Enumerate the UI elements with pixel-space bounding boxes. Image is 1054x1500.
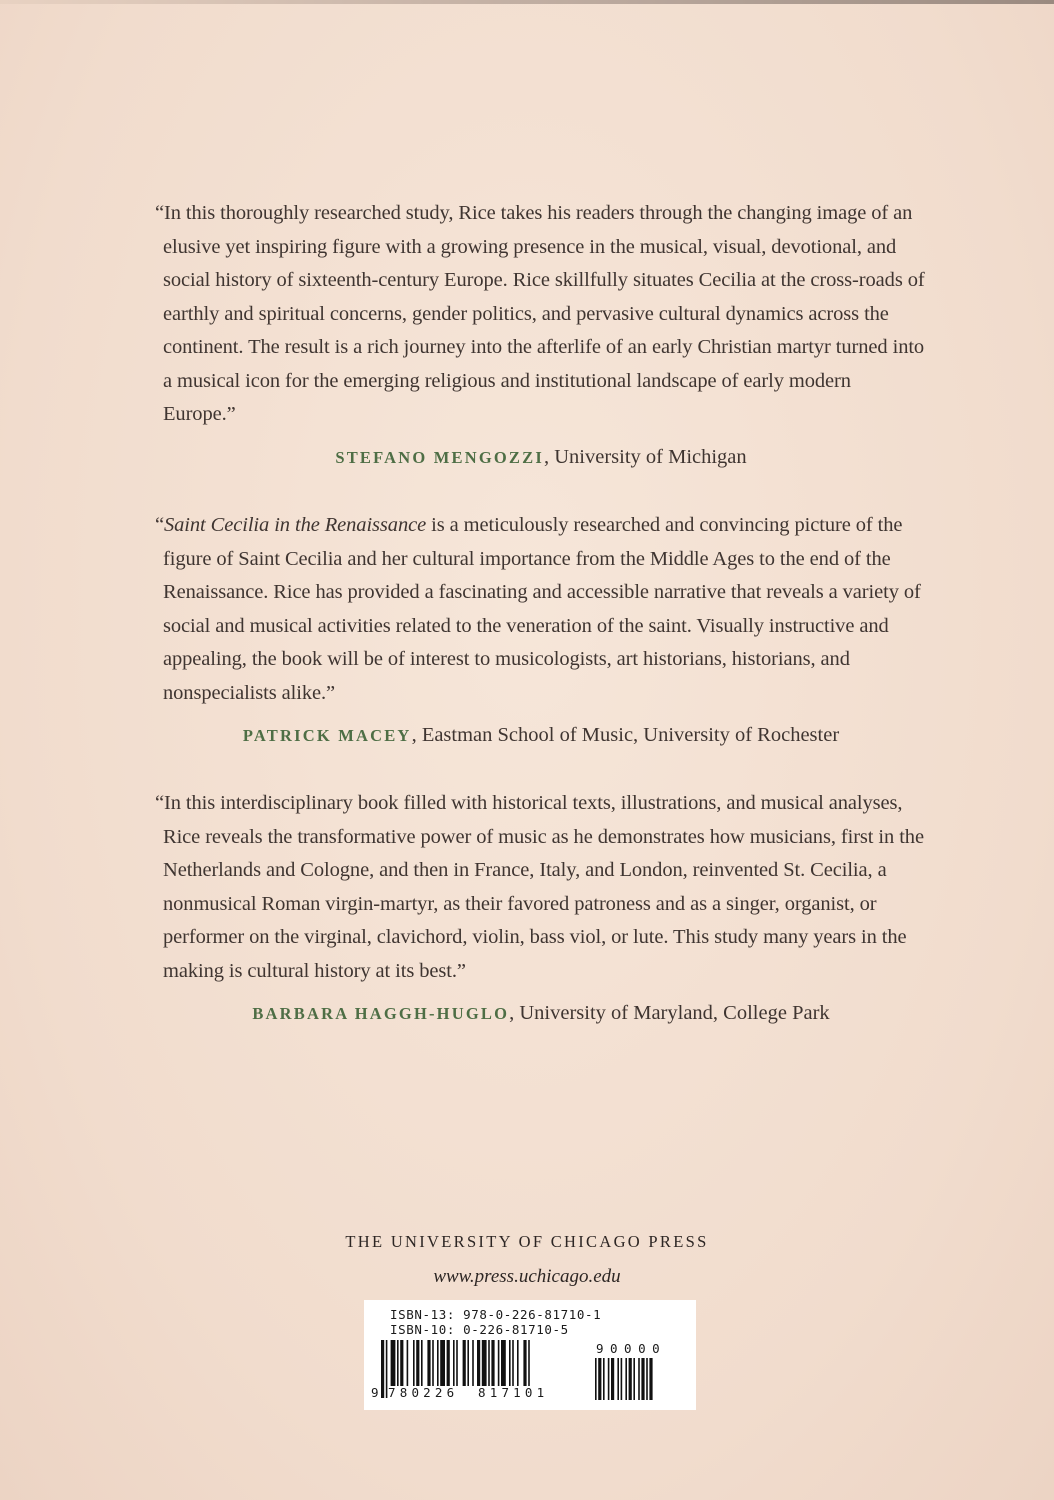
- barcode-supplement-bar: [611, 1358, 614, 1400]
- barcode-bar: [482, 1340, 487, 1386]
- barcode-bar: [453, 1340, 455, 1386]
- barcode-supplement-bar: [633, 1358, 635, 1400]
- barcode-bar: [472, 1340, 474, 1386]
- barcode-bar: [427, 1340, 430, 1386]
- barcode-supplement-bar: [646, 1358, 648, 1400]
- barcode-bar: [512, 1340, 514, 1386]
- isbn-barcode-label: [364, 1300, 696, 1410]
- barcode-right-digits: 817101: [478, 1385, 549, 1400]
- endorsement-attribution: [155, 443, 927, 472]
- endorsement-quote: [155, 509, 927, 710]
- isbn-10: ISBN-10: 0-226-81710-5: [390, 1322, 569, 1337]
- publisher-name: THE UNIVERSITY OF CHICAGO PRESS: [345, 1232, 709, 1251]
- barcode-bar: [400, 1340, 403, 1386]
- endorser-affiliation: , University of Maryland, College Park: [509, 1002, 830, 1024]
- barcode-bar: [432, 1340, 434, 1386]
- barcode-bar: [467, 1340, 469, 1386]
- endorsement-attribution: [155, 721, 927, 750]
- barcode-bar: [391, 1340, 396, 1386]
- endorsement-mengozzi: [155, 197, 927, 472]
- barcode-bar: [447, 1340, 450, 1386]
- barcode-bar: [501, 1340, 506, 1386]
- barcode-lead-digit: 9: [371, 1385, 379, 1400]
- cover-top-edge: [0, 0, 1054, 4]
- barcode-supplement-bar: [617, 1358, 619, 1400]
- barcode-bar: [523, 1340, 526, 1386]
- barcode-left-digits: 780226: [388, 1385, 459, 1400]
- endorser-name: PATRICK MACEY: [242, 726, 412, 745]
- barcode-bar: [517, 1340, 519, 1386]
- barcode-supplement-bar: [621, 1358, 623, 1400]
- barcode-bar: [421, 1340, 423, 1386]
- book-title-italic: Saint Cecilia in the Renaissance: [164, 514, 427, 536]
- barcode-bar: [437, 1340, 439, 1386]
- barcode-bar: [416, 1340, 419, 1386]
- endorsement-haggh-huglo: [155, 787, 927, 1028]
- barcode-price-code: 90000: [596, 1341, 667, 1356]
- barcode-supplement-bar: [625, 1358, 627, 1400]
- endorsement-quote: “In this thoroughly researched study, Rice takes his readers through the changing image of an elusive yet inspiring figure with a growing presence in the musical, visual, devotional, and social history of sixteenth-century Europe. Rice skillfully situates Cecilia at the cross-roads of earthly and spiritual concerns, gender politics, and pervasive cultural dynamics across the continent. The result is a rich journey into the afterlife of an early Christian martyr turned into a musical icon for the emerging religious and institutional landscape of early modern Europe.”: [155, 202, 925, 425]
- barcode-bar: [498, 1340, 500, 1386]
- barcode-supplement-bar: [595, 1358, 597, 1400]
- barcode-bar: [407, 1340, 409, 1386]
- endorsement-attribution: [155, 999, 927, 1028]
- publisher-url: www.press.uchicago.edu: [433, 1266, 621, 1287]
- barcode-bar: [477, 1340, 480, 1386]
- publisher-block: [0, 1230, 1054, 1289]
- endorser-affiliation: , Eastman School of Music, University of Rochester: [411, 724, 840, 746]
- endorser-affiliation: , University of Michigan: [543, 445, 747, 468]
- isbn-13: ISBN-13: 978-0-226-81710-1: [390, 1307, 602, 1322]
- barcode-bar: [463, 1340, 466, 1386]
- barcode-bar: [491, 1340, 494, 1386]
- endorser-name: STEFANO MENGOZZI: [335, 447, 544, 467]
- barcode-bar: [509, 1340, 511, 1386]
- barcode-bar: [488, 1340, 490, 1386]
- barcode-supplement-bar: [629, 1358, 632, 1400]
- open-quote-mark: “: [155, 514, 164, 536]
- endorsement-quote-body: is a meticulously researched and convincing picture of the figure of Saint Cecilia and her cultural importance from the Middle Ages to the end of the Renaissance. Rice has provided a fascinating and accessible narrative that reveals a variety of social and musical activities related to the veneration of the saint. Visually instructive and appealing, the book will be of interest to musicologists, art historians, historians, and nonspecialists alike.”: [163, 514, 921, 704]
- endorsement-macey: [155, 509, 927, 750]
- barcode-supplement-bar: [608, 1358, 610, 1400]
- barcode-supplement-bar: [641, 1358, 644, 1400]
- barcode-bar: [440, 1340, 445, 1386]
- barcode-supplement-bar: [638, 1358, 640, 1400]
- endorser-name: BARBARA HAGGH-HUGLO: [252, 1004, 510, 1023]
- endorsement-quote: “In this interdisciplinary book filled with historical texts, illustrations, and musical analyses, Rice reveals the transformative power of music as he demonstrates how musicians, first in the Netherlands and Cologne, and then in France, Italy, and London, reinvented St. Cecilia, a nonmusical Roman virgin-martyr, as their favored patroness and as a singer, organist, or performer on the virginal, clavichord, violin, bass viol, or lute. This study many years in the making is cultural history at its best.”: [155, 792, 924, 982]
- barcode-bar: [381, 1340, 384, 1398]
- barcode-bar: [397, 1340, 399, 1386]
- barcode-supplement-bar: [598, 1358, 601, 1400]
- barcode-supplement-bar: [603, 1358, 605, 1400]
- barcode-bar: [413, 1340, 415, 1386]
- barcode-supplement-bar: [649, 1358, 652, 1400]
